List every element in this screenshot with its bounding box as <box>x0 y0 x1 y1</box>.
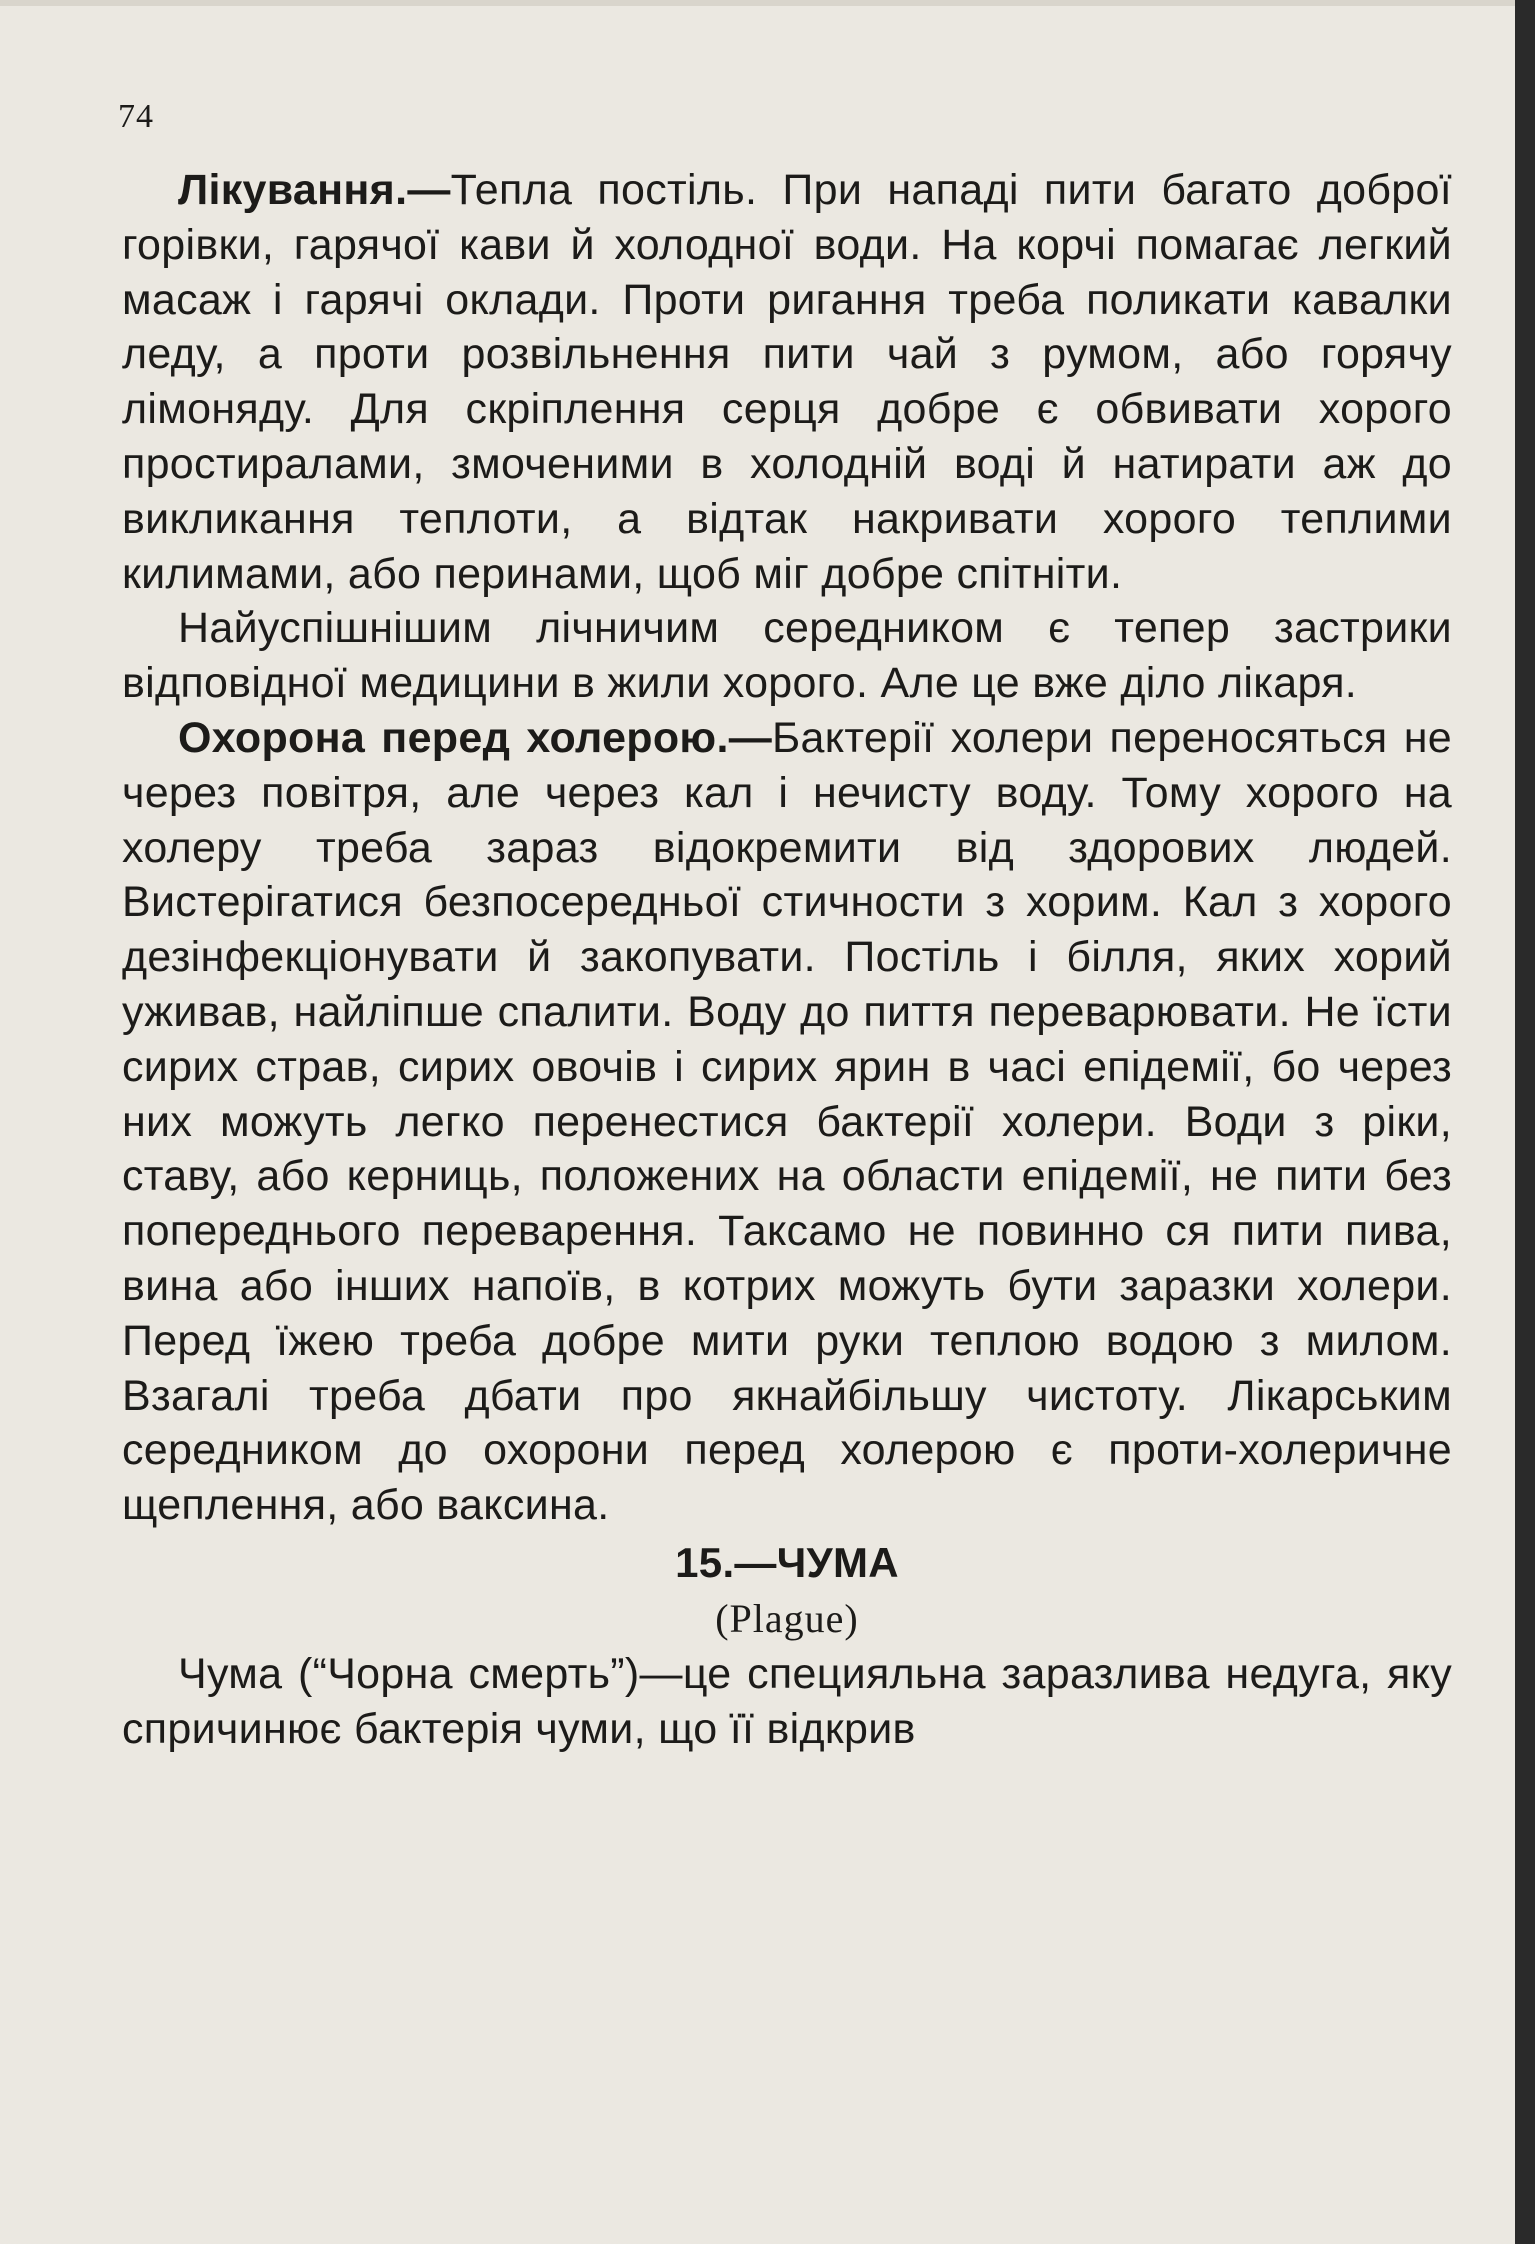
paragraph-injection <box>122 601 1452 711</box>
page-number: 74 <box>118 98 154 135</box>
paragraph-plague <box>122 1647 1452 1757</box>
page-binding-edge <box>1515 0 1535 2244</box>
injection-text: Найуспішнішим лічничим середником є тепер застрики відповідної медицини в жили хорого. Але це вже діло лікаря. <box>122 604 1452 708</box>
plague-subheading: (Plague) <box>715 1595 859 1641</box>
prevention-heading: Охорона перед холерою.— <box>178 713 772 762</box>
plague-text: Чума (“Чорна смерть”)—це специяльна заразлива недуга, яку спричинює бактерія чуми, що її відкрив <box>122 1649 1452 1753</box>
body-text <box>122 163 1452 1757</box>
plague-heading: 15.—ЧУМА <box>675 1538 899 1586</box>
paragraph-treatment <box>122 163 1452 601</box>
page-top-edge <box>0 0 1515 6</box>
paragraph-prevention <box>122 711 1452 1533</box>
treatment-text: Тепла постіль. При нападі пити багато доброї горівки, гарячої кави й холодної води. На корчі помагає легкий масаж і гарячі оклади. Проти ригання треба поликати кавалки леду, а проти розвільнення пити чай з румом, або горячу лімоняду. Для скріплення серця добре є обвивати хорого простиралами, змоченими в холодній воді й натирати аж до викликання теплоти, а відтак накривати хорого теплими килимами, або перинами, щоб міг добре спітніти. <box>122 166 1452 598</box>
prevention-text: Бактерії холери переносяться не через повітря, але через кал і нечисту воду. Тому хорого на холеру треба зараз відокремити від здорових людей. Вистерігатися безпосередньої стичности з хорим. Кал з хорого дезінфекціонувати й закопувати. Постіль і білля, яких хорий уживав, найліпше спалити. Воду до пиття переварювати. Не їсти сирих страв, сирих овочів і сирих ярин в часі епідемії, бо через них можуть легко перенестися бактерії холери. Води з ріки, ставу, або керниць, положених на области епідемії, не пити без попереднього переварення. Таксамо не повинно ся пити пива, вина або інших напоїв, в котрих можуть бути заразки холери. Перед їжею треба добре мити руки теплою водою з милом. Взагалі треба дбати про якнайбільшу чистоту. Лікарським середником до охорони перед холерою є проти-холеричне щеплення, або ваксина. <box>122 713 1452 1530</box>
treatment-heading: Лікування.— <box>178 166 451 214</box>
